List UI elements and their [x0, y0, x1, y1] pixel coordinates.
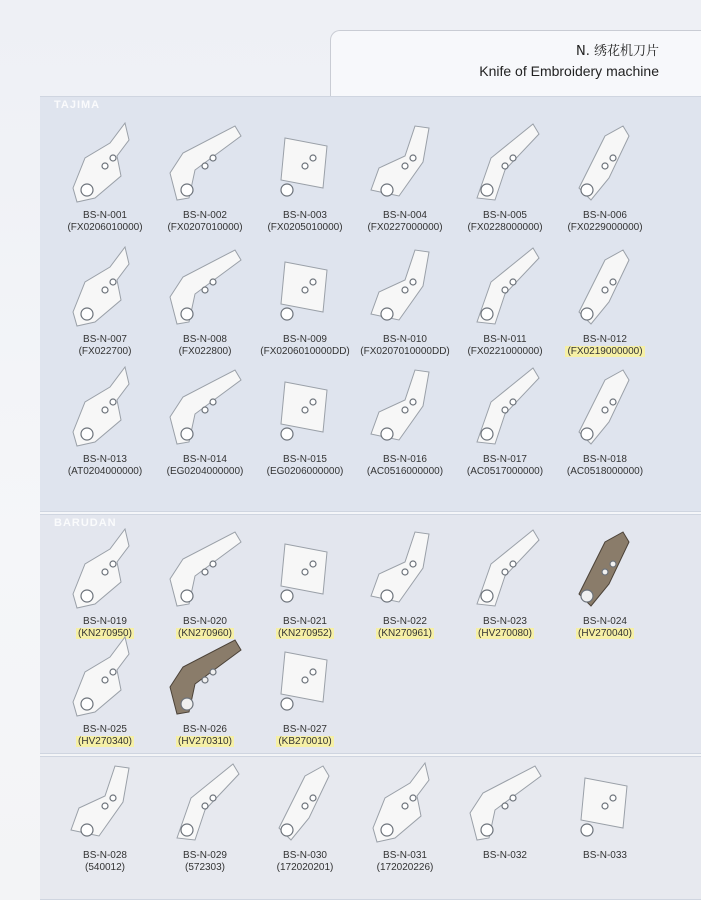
item-code: BS-N-011 [483, 334, 527, 345]
item-part-number [155, 862, 255, 873]
header-title-cn: N. 绣花机刀片 [576, 44, 659, 59]
part-number-text: (FX0206010000DD) [260, 346, 350, 357]
item-code: BS-N-005 [483, 210, 527, 221]
item-part-number [355, 862, 455, 873]
catalog-item [255, 118, 355, 258]
catalog-item [355, 758, 455, 898]
part-number-text: (AC0516000000) [366, 466, 444, 477]
part-number-text: (KN270952) [278, 628, 332, 639]
item-code: BS-N-013 [83, 454, 127, 465]
item-code: BS-N-022 [383, 616, 427, 627]
item-part-number [555, 466, 655, 477]
catalog-item [555, 242, 655, 382]
item-code: BS-N-009 [283, 334, 327, 345]
item-code: BS-N-001 [83, 210, 127, 221]
item-code: BS-N-014 [183, 454, 227, 465]
knife-image [465, 524, 545, 614]
part-number-text: (172020201) [276, 862, 334, 873]
part-number-text: (FX0229000000) [567, 222, 643, 233]
knife-image [65, 524, 145, 614]
part-number-text: (FX0205010000) [267, 222, 343, 233]
knife-image [65, 632, 145, 722]
knife-image [565, 242, 645, 332]
item-part-number [555, 346, 655, 357]
item-part-number [455, 628, 555, 639]
part-number-text: (KB270010) [278, 736, 332, 747]
item-code: BS-N-018 [583, 454, 627, 465]
item-code: BS-N-019 [83, 616, 127, 627]
item-code: BS-N-016 [383, 454, 427, 465]
item-code: BS-N-010 [383, 334, 427, 345]
catalog-item [55, 362, 155, 502]
item-part-number [255, 466, 355, 477]
part-number-text: (KN270950) [78, 628, 132, 639]
knife-image [465, 242, 545, 332]
part-number-text: (AT0204000000) [67, 466, 143, 477]
catalog-item [155, 632, 255, 772]
item-code: BS-N-033 [583, 850, 627, 861]
catalog-item [55, 632, 155, 772]
catalog-item [255, 758, 355, 898]
catalog-item [55, 758, 155, 898]
item-part-number [155, 466, 255, 477]
catalog-item [555, 524, 655, 664]
item-code: BS-N-002 [183, 210, 227, 221]
catalog-item [355, 524, 455, 664]
knife-image [365, 362, 445, 452]
knife-image [265, 362, 345, 452]
item-code: BS-N-017 [483, 454, 527, 465]
item-code: BS-N-031 [383, 850, 427, 861]
item-code: BS-N-008 [183, 334, 227, 345]
item-part-number [355, 222, 455, 233]
knife-image [65, 758, 145, 848]
item-code: BS-N-021 [283, 616, 327, 627]
item-part-number [455, 222, 555, 233]
item-code: BS-N-006 [583, 210, 627, 221]
knife-image [265, 118, 345, 208]
item-code: BS-N-012 [583, 334, 627, 345]
header-title-en: Knife of Embroidery machine [479, 63, 659, 79]
item-code: BS-N-003 [283, 210, 327, 221]
part-number-text: (KN270960) [178, 628, 232, 639]
catalog-item [455, 118, 555, 258]
knife-image [165, 758, 245, 848]
item-code: BS-N-030 [283, 850, 327, 861]
part-number-text: (572303) [184, 862, 226, 873]
item-code: BS-N-007 [83, 334, 127, 345]
knife-image [65, 362, 145, 452]
catalog-item [255, 362, 355, 502]
catalog-item [55, 242, 155, 382]
section-title: TAJIMA [54, 99, 101, 111]
item-part-number [555, 222, 655, 233]
item-part-number [255, 736, 355, 747]
knife-image [565, 524, 645, 614]
knife-image [465, 758, 545, 848]
part-number-text: (540012) [84, 862, 126, 873]
knife-image [65, 118, 145, 208]
knife-image [265, 758, 345, 848]
knife-image [565, 362, 645, 452]
item-part-number [355, 466, 455, 477]
part-number-text: (HV270080) [478, 628, 532, 639]
section-title: BARUDAN [54, 517, 117, 529]
item-part-number [255, 346, 355, 357]
catalog-item [455, 362, 555, 502]
item-code: BS-N-027 [283, 724, 327, 735]
catalog-item [155, 758, 255, 898]
item-code: BS-N-015 [283, 454, 327, 465]
item-code: BS-N-026 [183, 724, 227, 735]
item-code: BS-N-028 [83, 850, 127, 861]
item-part-number [455, 346, 555, 357]
catalog-item [355, 242, 455, 382]
knife-image [165, 632, 245, 722]
catalog-item [355, 362, 455, 502]
part-number-text: (HV270340) [78, 736, 132, 747]
knife-image [265, 524, 345, 614]
item-code: BS-N-024 [583, 616, 627, 627]
part-number-text: (FX0221000000) [467, 346, 543, 357]
catalog-item [55, 118, 155, 258]
knife-image [565, 758, 645, 848]
catalog-item [455, 242, 555, 382]
item-code: BS-N-025 [83, 724, 127, 735]
part-number-text: (FX0207010000DD) [360, 346, 450, 357]
knife-image [465, 118, 545, 208]
knife-image [65, 242, 145, 332]
knife-image [165, 118, 245, 208]
catalog-item [555, 758, 655, 898]
item-part-number [155, 222, 255, 233]
catalog-item [155, 242, 255, 382]
catalog-item [455, 758, 555, 898]
knife-image [165, 242, 245, 332]
knife-image [465, 362, 545, 452]
part-number-text: (EG0204000000) [166, 466, 244, 477]
part-number-text: (AC0518000000) [566, 466, 644, 477]
item-part-number [55, 862, 155, 873]
part-number-text: (KN270961) [378, 628, 432, 639]
catalog-item [255, 632, 355, 772]
catalog-item [255, 242, 355, 382]
item-part-number [555, 628, 655, 639]
knife-image [165, 362, 245, 452]
item-part-number [155, 736, 255, 747]
part-number-text: (FX0206010000) [67, 222, 143, 233]
item-part-number [55, 736, 155, 747]
part-number-text: (FX0228000000) [467, 222, 543, 233]
knife-image [165, 524, 245, 614]
item-code: BS-N-029 [183, 850, 227, 861]
item-part-number [255, 222, 355, 233]
item-code: BS-N-032 [483, 850, 527, 861]
knife-image [365, 118, 445, 208]
part-number-text: (FX022700) [78, 346, 132, 357]
item-code: BS-N-004 [383, 210, 427, 221]
catalog-item [155, 362, 255, 502]
catalog-item [355, 118, 455, 258]
knife-image [565, 118, 645, 208]
item-part-number [355, 628, 455, 639]
item-part-number [255, 862, 355, 873]
part-number-text: (EG0206000000) [266, 466, 344, 477]
item-part-number [55, 346, 155, 357]
part-number-text: (FX022800) [178, 346, 232, 357]
item-part-number [455, 466, 555, 477]
part-number-text: (HV270310) [178, 736, 232, 747]
item-part-number [155, 346, 255, 357]
item-part-number [55, 222, 155, 233]
part-number-text: (FX0227000000) [367, 222, 443, 233]
item-part-number [355, 346, 455, 357]
catalog-item [555, 362, 655, 502]
part-number-text: (HV270040) [578, 628, 632, 639]
knife-image [365, 242, 445, 332]
knife-image [365, 524, 445, 614]
knife-image [365, 758, 445, 848]
catalog-item [555, 118, 655, 258]
item-part-number [55, 466, 155, 477]
knife-image [265, 632, 345, 722]
knife-image [265, 242, 345, 332]
part-number-text: (172020226) [376, 862, 434, 873]
part-number-text: (FX0207010000) [167, 222, 243, 233]
part-number-text: (AC0517000000) [466, 466, 544, 477]
part-number-text: (FX0219000000) [567, 346, 643, 357]
item-code: BS-N-023 [483, 616, 527, 627]
catalog-item [455, 524, 555, 664]
item-code: BS-N-020 [183, 616, 227, 627]
catalog-item [155, 118, 255, 258]
